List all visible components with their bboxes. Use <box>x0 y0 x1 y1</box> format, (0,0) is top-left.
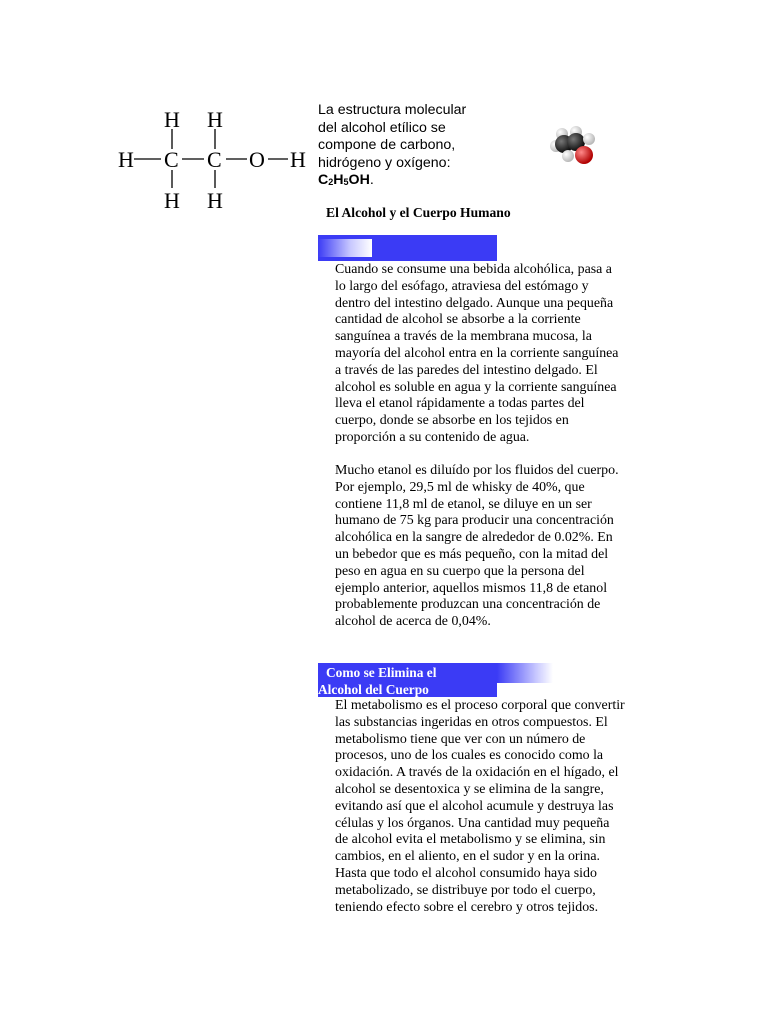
text-line: humano de 75 kg para producir una concentración <box>335 513 614 529</box>
text-line: alcohol es soluble en agua y la corriente sanguínea <box>335 379 617 395</box>
atom-h-top-2: H <box>207 107 223 132</box>
chemical-formula <box>318 172 508 191</box>
text-line: cambios, en el aliento, en el sudor y en la orina. <box>335 849 600 865</box>
intro-line: La estructura molecular <box>318 102 467 118</box>
text-line: mayoría del alcohol entra en la corriente sanguínea <box>335 345 619 361</box>
atom-c-1: C <box>164 147 179 172</box>
text-line: dentro del intestino delgado. Aunque una pequeña <box>335 295 614 311</box>
formula-h-subscript: 5 <box>343 177 349 188</box>
ethanol-structural-formula <box>112 100 318 218</box>
text-line: ejemplo anterior, aquellos mismos 11,8 de etanol <box>335 580 608 596</box>
section-header-bar-gradient <box>318 239 372 257</box>
text-line: probablemente produzcan una concentración de <box>335 597 601 613</box>
text-line: Mucho etanol es diluído por los fluidos del cuerpo. <box>335 463 619 478</box>
formula-c-subscript: 2 <box>328 177 334 188</box>
text-line: El metabolismo es el proceso corporal que convertir <box>335 698 625 713</box>
text-line: procesos, uno de los cuales es conocido como la <box>335 748 604 764</box>
formula-oh: OH <box>348 172 370 189</box>
text-line: sanguínea a través de la membrana mucosa, la <box>335 329 592 345</box>
atom-c-2: C <box>207 147 222 172</box>
atom-o: O <box>249 147 265 172</box>
intro-line: del alcohol etílico se <box>318 119 446 136</box>
atom-h-right: H <box>290 147 306 172</box>
intro-line: hidrógeno y oxígeno: <box>318 154 451 171</box>
text-line: Hasta que todo el alcohol consumido haya sido <box>335 865 597 881</box>
section-heading <box>318 665 496 698</box>
text-line: células y los órganos. Una cantidad muy pequeña <box>335 815 610 831</box>
atom-h-bottom-2: H <box>207 188 223 213</box>
text-line: Cuando se consume una bebida alcohólica, pasa a <box>335 262 612 277</box>
intro-line: compone de carbono, <box>318 137 456 154</box>
intro-text <box>318 102 508 191</box>
text-line: un bebedor que es más pequeño, con la mitad del <box>335 546 609 562</box>
body-paragraph <box>335 463 660 631</box>
text-line: lo largo del esófago, atraviesa del estómago y <box>335 278 589 294</box>
text-line: metabolismo tiene que ver con un número de <box>335 731 586 747</box>
ethanol-molecule-model <box>546 122 602 172</box>
text-line: contiene 11,8 ml de etanol, se diluye en un ser <box>335 496 592 512</box>
text-line: a través de las paredes del intestino delgado. El <box>335 362 598 378</box>
section-header-bar-gradient <box>497 663 553 683</box>
text-line: alcohol se desentoxica y se elimina de la sangre, <box>335 781 604 797</box>
body-paragraph <box>335 698 660 916</box>
text-line: alcohólica en la sangre de alrededor de 0.02%. En <box>335 530 613 546</box>
atom-h-top-1: H <box>164 107 180 132</box>
atom-h-bottom-1: H <box>164 188 180 213</box>
body-paragraph <box>335 262 660 447</box>
formula-h: H <box>333 172 344 189</box>
text-line: oxidación. A través de la oxidación en el hígado, el <box>335 765 619 781</box>
text-line: cuerpo, donde se absorbe en los tejidos en <box>335 413 569 429</box>
heading-line: Como se Elimina el <box>326 665 437 680</box>
heading-line: Alcohol del Cuerpo <box>318 681 429 697</box>
text-line: teniendo efecto sobre el cerebro y otros tejidos. <box>335 899 599 915</box>
text-line: alcohol de acerca de 0,04%. <box>335 614 491 630</box>
text-line: cantidad de alcohol se absorbe a la corriente <box>335 312 581 328</box>
text-line: lleva el etanol rápidamente a todas partes del <box>335 396 585 412</box>
document-title: El Alcohol y el Cuerpo Humano <box>326 205 511 220</box>
atom-h-left: H <box>118 147 134 172</box>
text-line: Por ejemplo, 29,5 ml de whisky de 40%, que <box>335 479 585 495</box>
text-line: peso en agua en su cuerpo que la persona del <box>335 563 585 579</box>
formula-c: C <box>318 172 329 189</box>
text-line: las substancias ingeridas en otros compuestos. El <box>335 714 608 730</box>
text-line: proporción a su contenido de agua. <box>335 429 530 445</box>
formula-period: . <box>369 172 374 189</box>
text-line: metabolizado, se distribuye por todo el cuerpo, <box>335 882 596 898</box>
text-line: de alcohol evita el metabolismo y se elimina, sin <box>335 832 606 848</box>
text-line: evitando así que el alcohol acumule y destruya las <box>335 798 614 814</box>
